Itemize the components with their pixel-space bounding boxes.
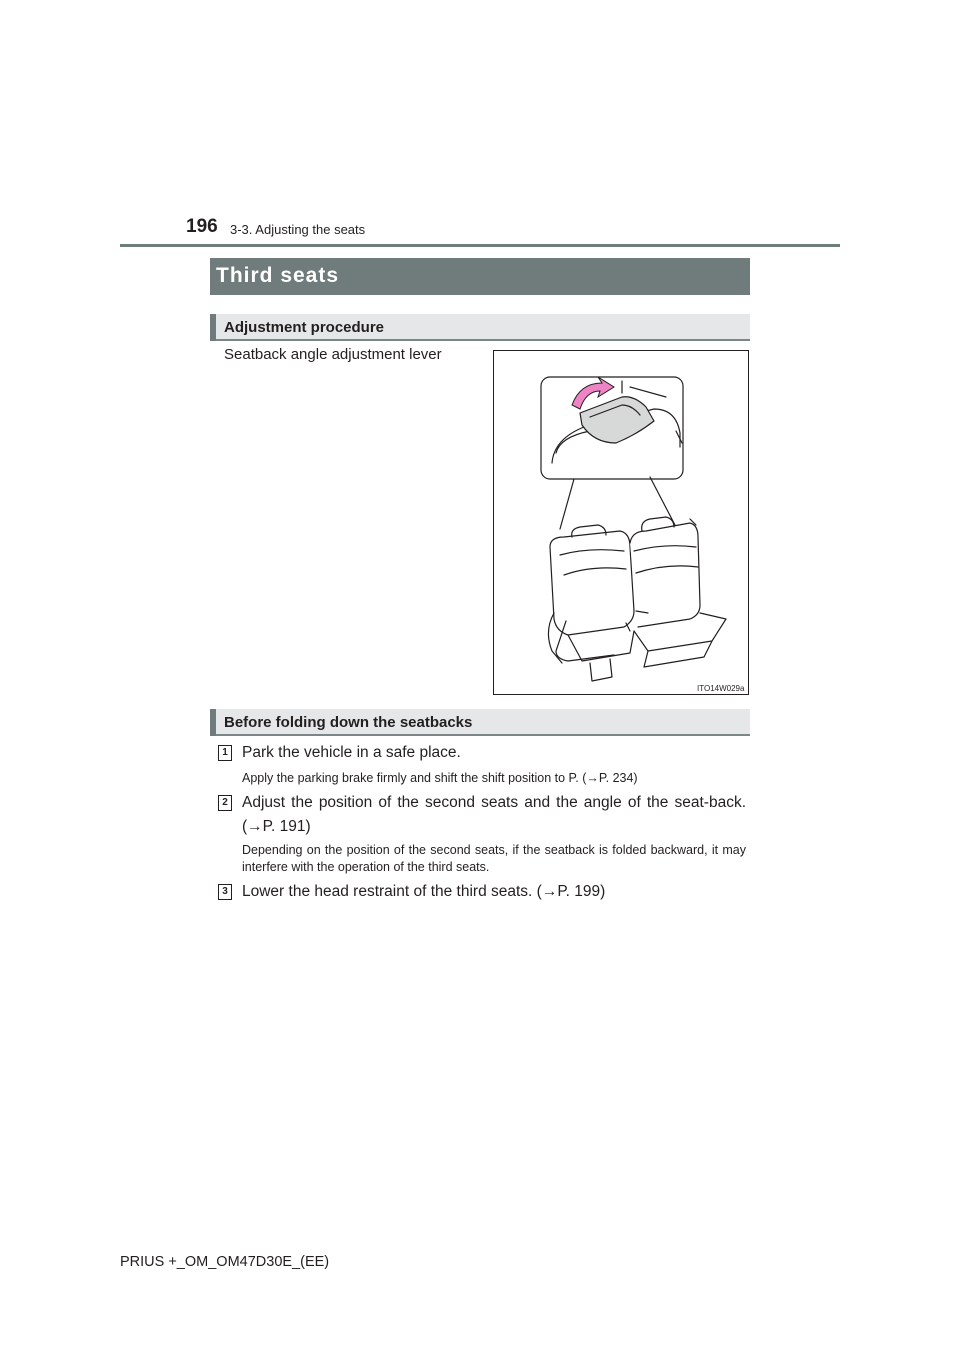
header-divider bbox=[120, 244, 840, 247]
footer-document-code: PRIUS +_OM_OM47D30E_(EE) bbox=[120, 1254, 330, 1270]
subheading-accent bbox=[210, 709, 216, 736]
step-number-badge: 3 bbox=[218, 884, 232, 900]
page-number: 196 bbox=[186, 216, 218, 237]
subheading-adjustment: Adjustment procedure bbox=[224, 319, 385, 336]
figure-caption: Seatback angle adjustment lever bbox=[224, 346, 442, 363]
step-number-badge: 1 bbox=[218, 745, 232, 761]
subheading-folding: Before folding down the seatbacks bbox=[224, 714, 473, 731]
figure-code: ITO14W029a bbox=[697, 684, 745, 693]
section-reference: 3-3. Adjusting the seats bbox=[230, 222, 366, 237]
step-note: Depending on the position of the second seats, if the seatback is folded backward, it may interfere with the operation of the third seats. bbox=[242, 843, 746, 874]
step-note: Apply the parking brake firmly and shift the shift position to P. (→P. 234) bbox=[242, 771, 638, 785]
step-text: Park the vehicle in a safe place. bbox=[242, 744, 461, 761]
step-text: Adjust the position of the second seats and the angle of the seat-back. (→P. 191) bbox=[242, 794, 746, 835]
step-text: Lower the head restraint of the third seats. (→P. 199) bbox=[242, 883, 606, 900]
section-title: Third seats bbox=[216, 264, 340, 287]
subheading-accent bbox=[210, 314, 216, 341]
third-seats-illustration bbox=[494, 351, 748, 694]
seat-illustration bbox=[493, 350, 749, 695]
step-number-badge: 2 bbox=[218, 795, 232, 811]
